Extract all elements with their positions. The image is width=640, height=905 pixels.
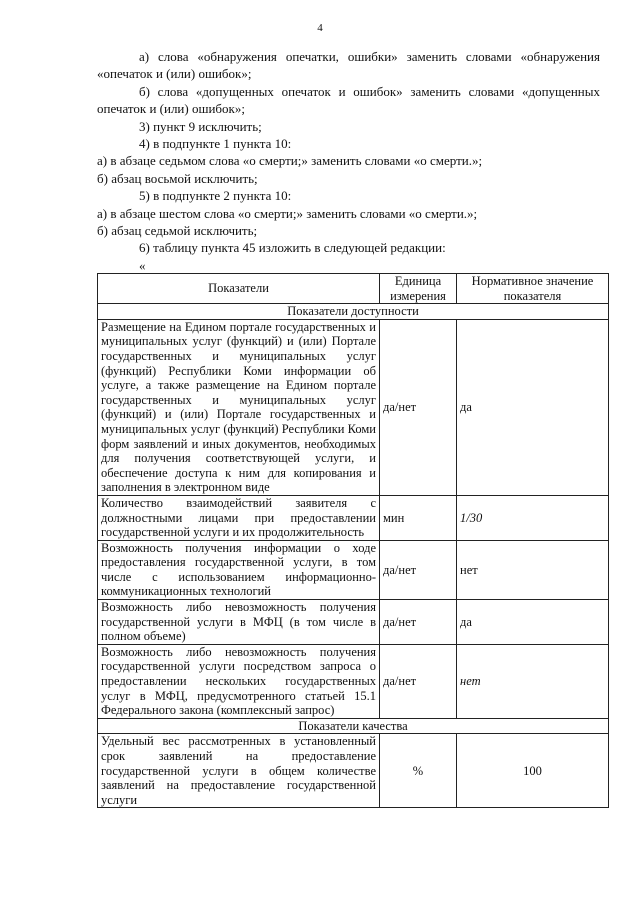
paragraph-4: 4) в подпункте 1 пункта 10: (139, 136, 292, 152)
table-row (98, 495, 609, 540)
indicator-cell: Возможность либо невозможность получения государственной услуги в МФЦ (в том числе в полном объеме) (98, 600, 380, 645)
unit-cell: да/нет (380, 644, 457, 718)
value-cell: да (457, 600, 609, 645)
value-cell: да (457, 319, 609, 495)
indicator-cell: Возможность либо невозможность получения государственной услуги посредством запроса о предоставлении нескольких государственных услуг в МФЦ, предусмотренного статьей 15.1 Федерального закона (комплексный запрос) (98, 644, 380, 718)
opening-quote: « (139, 257, 146, 273)
table-row (98, 734, 609, 808)
unit-cell: да/нет (380, 319, 457, 495)
indicator-cell: Количество взаимодействий заявителя с должностными лицами при предоставлении государственной услуги и их продолжительность (98, 495, 380, 540)
indicator-cell: Размещение на Едином портале государственных и муниципальных услуг (функций) и (или) Портале государственных и муниципальных услуг (функций) Республики Коми информации об услуге, а также размещение на Едином портале государственных и муниципальных услуг (функций) и (или) Портале государственных и муниципальных услуг (функций) Республики Коми форм заявлений и иных документов, необходимых для получения соответствующей услуги, и обеспечение доступа к ним для копирования и заполнения в электронном виде (98, 319, 380, 495)
header-unit: Единица измерения (380, 274, 457, 304)
section-row (98, 304, 609, 320)
paragraph-3: 3) пункт 9 исключить; (139, 118, 262, 134)
page-number: 4 (317, 22, 323, 34)
paragraph-5: а) в абзаце седьмом слова «о смерти;» заменить словами «о смерти.»; (97, 153, 483, 169)
paragraph-1: а) слова «обнаружения опечатки, ошибки» заменить словами «обнаружения «опечаток и (или) ошибок»; (97, 49, 600, 82)
paragraph-9: б) абзац седьмой исключить; (97, 223, 258, 239)
indicator-cell: Удельный вес рассмотренных в установленный срок заявлений на предоставление государственной услуги в общем количестве заявлений на предоставление государственной услуги (98, 734, 380, 808)
amendment-text (97, 48, 600, 274)
unit-cell: % (380, 734, 457, 808)
header-indicators: Показатели (98, 274, 380, 304)
paragraph-8: а) в абзаце шестом слова «о смерти;» заменить словами «о смерти.»; (97, 205, 478, 221)
indicators-table (97, 273, 609, 808)
section-row (98, 718, 609, 734)
table-header-row (98, 274, 609, 304)
unit-cell: да/нет (380, 540, 457, 599)
paragraph-6: б) абзац восьмой исключить; (97, 170, 258, 186)
paragraph-7: 5) в подпункте 2 пункта 10: (139, 188, 292, 204)
paragraph-10: 6) таблицу пункта 45 изложить в следующей редакции: (139, 240, 446, 256)
paragraph-2: б) слова «допущенных опечаток и ошибок» заменить словами «допущенных опечаток и (или) ошибок»; (97, 83, 600, 117)
unit-cell: мин (380, 495, 457, 540)
table-row (98, 600, 609, 645)
table-row (98, 644, 609, 718)
unit-cell: да/нет (380, 600, 457, 645)
section-title: Показатели качества (98, 718, 609, 734)
table-row (98, 540, 609, 599)
value-cell: 1/30 (457, 495, 609, 540)
indicator-cell: Возможность получения информации о ходе предоставления государственной услуги, в том числе с использованием информационно-коммуникационных технологий (98, 540, 380, 599)
section-title: Показатели доступности (98, 304, 609, 320)
value-cell: нет (457, 644, 609, 718)
table-row (98, 319, 609, 495)
value-cell: 100 (457, 734, 609, 808)
value-cell: нет (457, 540, 609, 599)
header-normative-value: Нормативное значение показателя (457, 274, 609, 304)
